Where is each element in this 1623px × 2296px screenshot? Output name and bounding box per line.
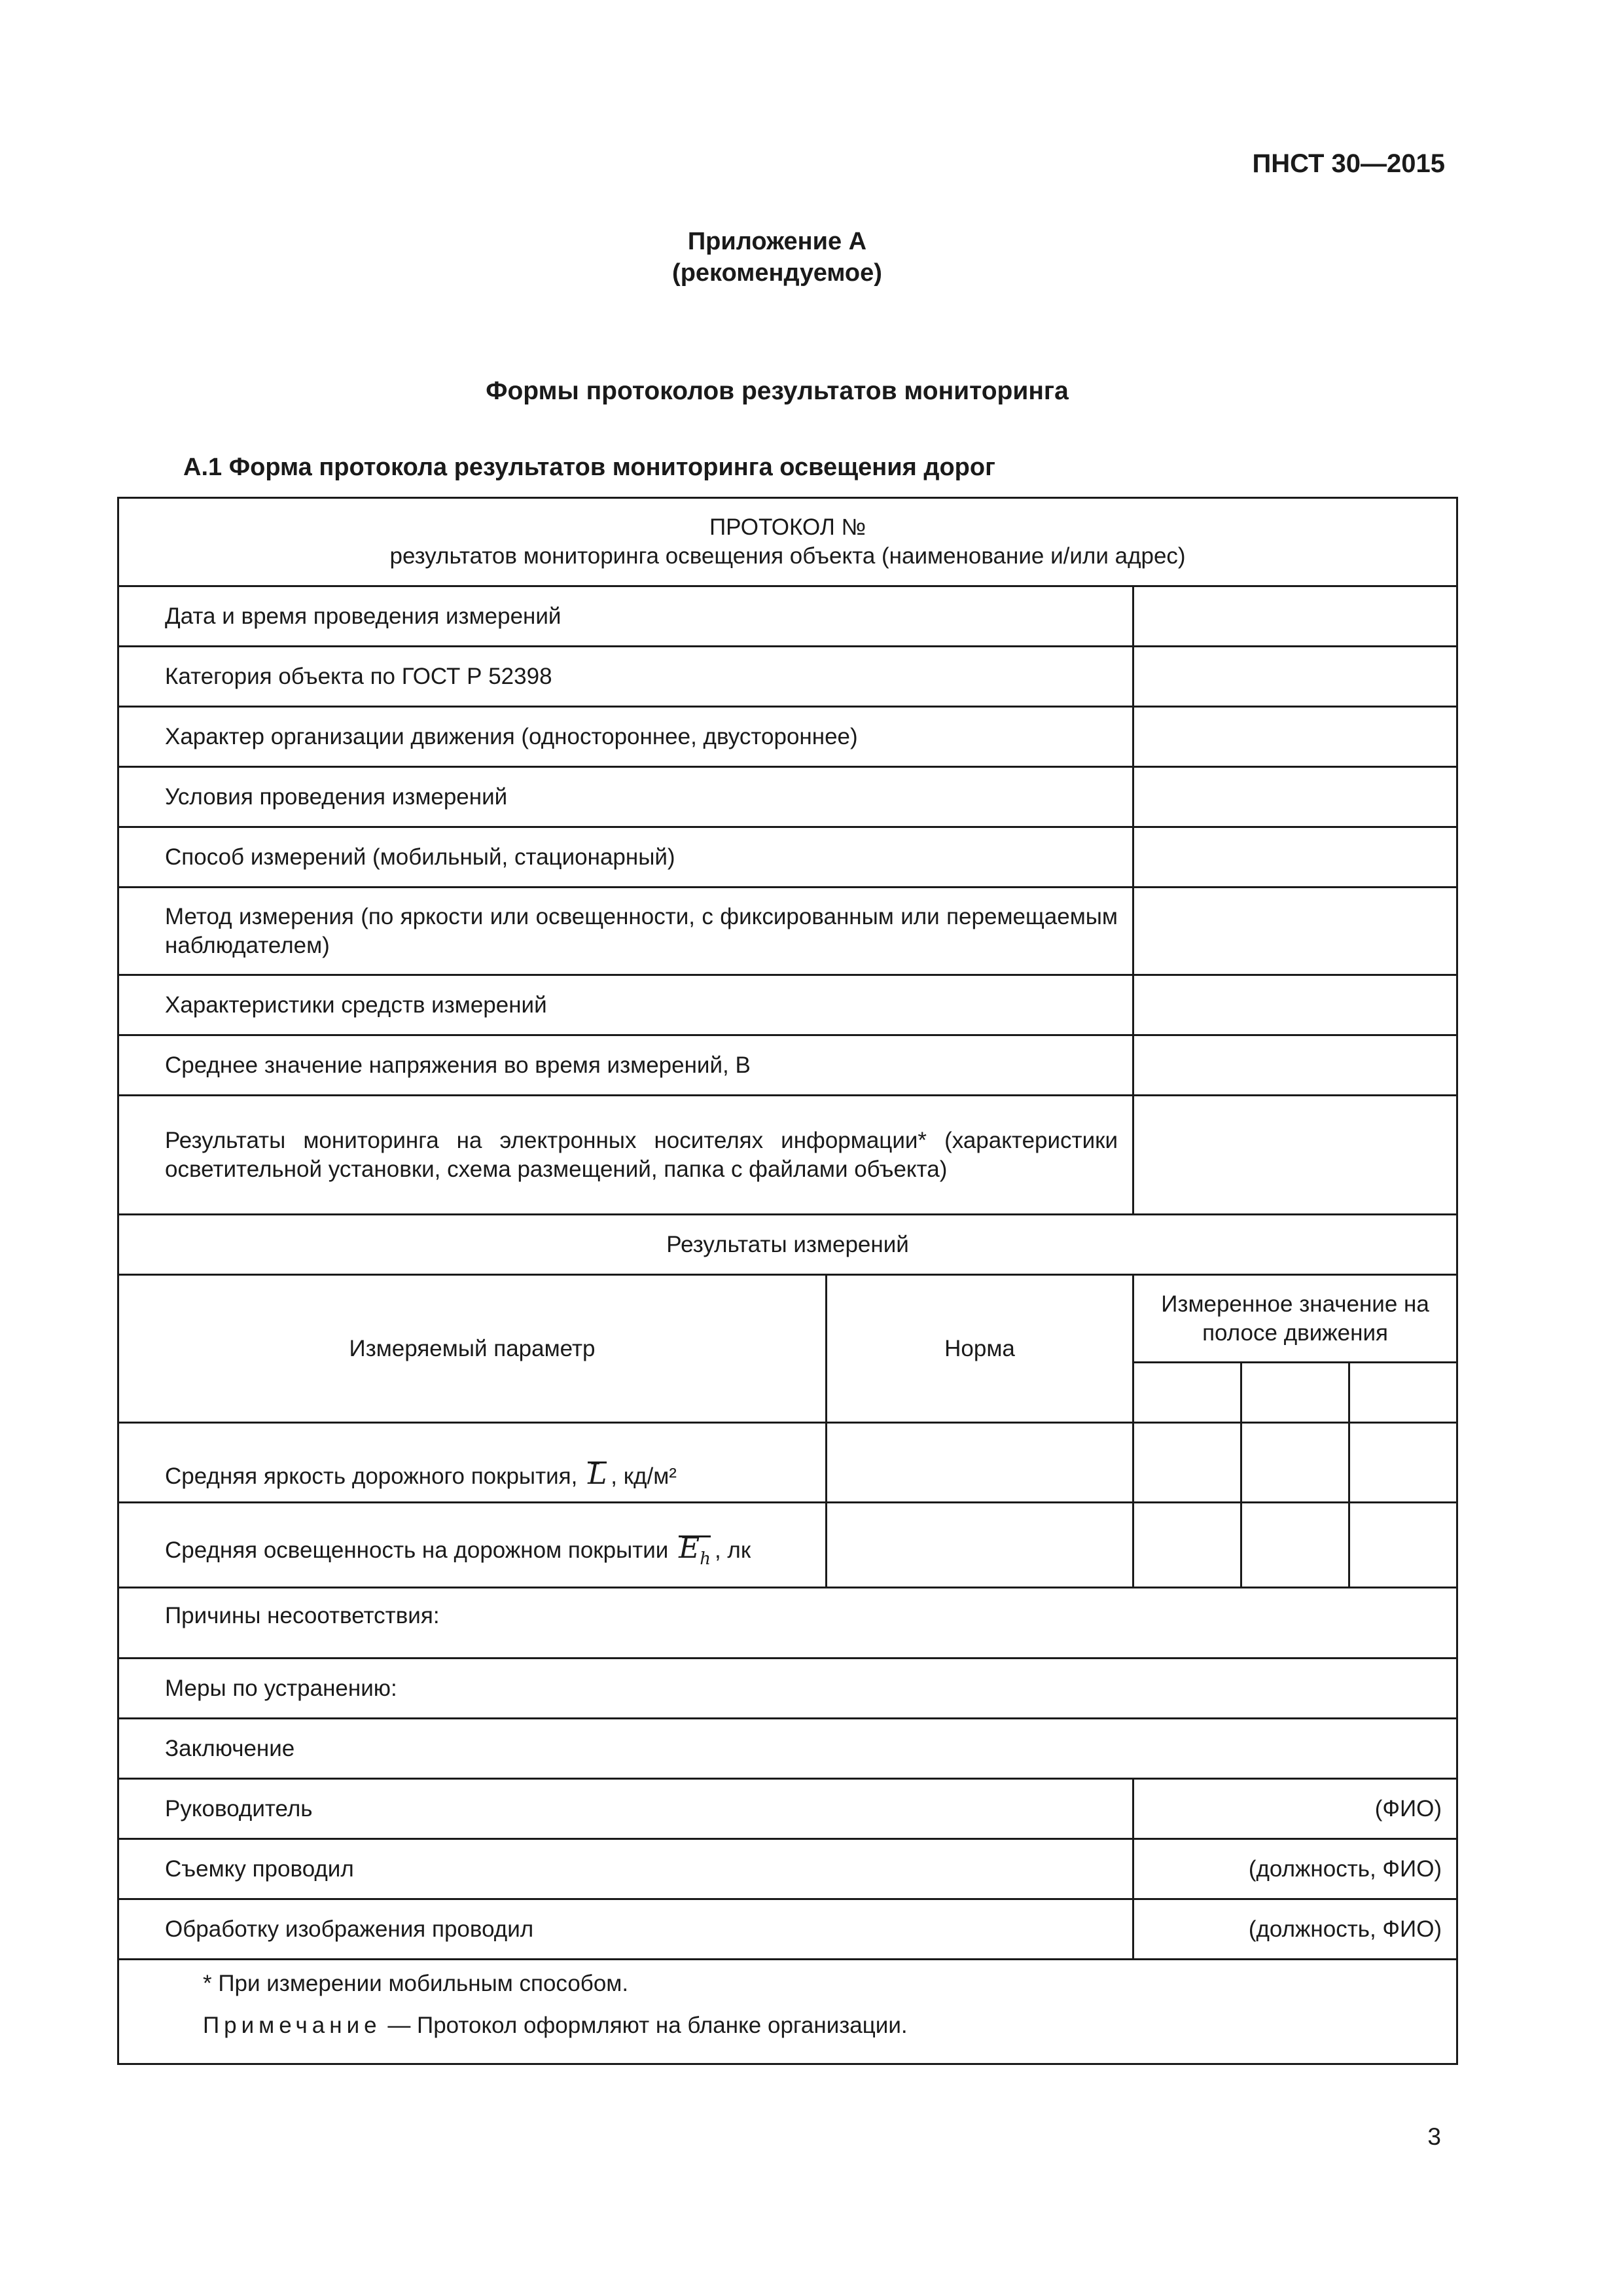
results-heading: Результаты измерений	[118, 1215, 1457, 1275]
norm-cell[interactable]	[827, 1423, 1133, 1503]
field-label: Метод измерения (по яркости или освещенности, с фиксированным или перемещаемым наблюдателем)	[118, 888, 1133, 975]
footnote: * При измерении мобильным способом.	[203, 1971, 629, 1996]
reasons-field: Причины несоответствия:	[118, 1588, 1457, 1659]
norm-column-header: Норма	[827, 1275, 1133, 1423]
field-label: Результаты мониторинга на электронных носителях информации* (характеристики осветительной установки, схема размещений, папка с файлами объекта)	[118, 1096, 1133, 1215]
lane-value-cell[interactable]	[1349, 1363, 1457, 1423]
protocol-table	[117, 497, 1458, 2065]
illuminance-label: Средняя освещенность на дорожном покрытии	[165, 1537, 669, 1564]
lane-value-cell[interactable]	[1133, 1363, 1241, 1423]
lane-value-cell[interactable]	[1133, 1503, 1241, 1588]
signature-label: Руководитель	[118, 1779, 1133, 1839]
luminance-param	[118, 1423, 827, 1503]
norm-cell[interactable]	[827, 1503, 1133, 1588]
luminance-letter: L	[588, 1458, 607, 1491]
signature-label: Съемку проводил	[118, 1839, 1133, 1899]
signature-field[interactable]: (ФИО)	[1133, 1779, 1457, 1839]
lane-value-cell[interactable]	[1349, 1423, 1457, 1503]
lane-value-cell[interactable]	[1349, 1503, 1457, 1588]
lane-value-cell[interactable]	[1133, 1423, 1241, 1503]
protocol-header-cell	[118, 498, 1457, 586]
appendix-label: Приложение А	[687, 228, 867, 255]
section-heading: А.1 Форма протокола результатов мониторинга освещения дорог	[183, 454, 995, 481]
field-label: Условия проведения измерений	[118, 767, 1133, 827]
lane-value-cell[interactable]	[1241, 1423, 1349, 1503]
field-label: Характеристики средств измерений	[118, 975, 1133, 1035]
field-label: Дата и время проведения измерений	[118, 586, 1133, 647]
field-value[interactable]	[1133, 647, 1457, 707]
signature-field[interactable]: (должность, ФИО)	[1133, 1899, 1457, 1960]
appendix-status: (рекомендуемое)	[672, 259, 882, 287]
measured-column-header: Измеренное значение на полосе движения	[1133, 1275, 1457, 1363]
illuminance-param	[118, 1503, 827, 1588]
conclusion-field: Заключение	[118, 1719, 1457, 1779]
protocol-title: ПРОТОКОЛ №	[709, 514, 866, 540]
note-text: — Протокол оформляют на бланке организации.	[381, 2013, 908, 2038]
field-label: Способ измерений (мобильный, стационарный)	[118, 827, 1133, 888]
footnote-cell	[118, 1960, 1457, 2064]
appendix-title	[0, 226, 1554, 289]
luminance-symbol	[584, 1460, 611, 1489]
field-value[interactable]	[1133, 707, 1457, 767]
field-value[interactable]	[1133, 1096, 1457, 1215]
field-value[interactable]	[1133, 767, 1457, 827]
field-label: Характер организации движения (одностороннее, двустороннее)	[118, 707, 1133, 767]
measures-field: Меры по устранению:	[118, 1659, 1457, 1719]
illuminance-unit: , лк	[714, 1537, 751, 1564]
illuminance-subscript: h	[700, 1549, 711, 1569]
signature-field[interactable]: (должность, ФИО)	[1133, 1839, 1457, 1899]
luminance-unit: , кд/м²	[611, 1463, 677, 1489]
illuminance-symbol	[675, 1534, 715, 1573]
note-label: Примечание	[203, 2013, 382, 2038]
forms-heading: Формы протоколов результатов мониторинга	[486, 377, 1069, 405]
document-code: ПНСТ 30—2015	[1252, 149, 1445, 178]
protocol-subtitle: результатов мониторинга освещения объекта (наименование и/или адрес)	[389, 543, 1186, 569]
param-column-header: Измеряемый параметр	[118, 1275, 827, 1423]
field-value[interactable]	[1133, 1035, 1457, 1096]
overline	[679, 1535, 711, 1537]
lane-value-cell[interactable]	[1241, 1503, 1349, 1588]
lane-value-cell[interactable]	[1241, 1363, 1349, 1423]
luminance-label: Средняя яркость дорожного покрытия,	[165, 1463, 578, 1489]
page-number: 3	[1427, 2123, 1441, 2150]
field-value[interactable]	[1133, 827, 1457, 888]
field-value[interactable]	[1133, 975, 1457, 1035]
signature-label: Обработку изображения проводил	[118, 1899, 1133, 1960]
field-label: Среднее значение напряжения во время измерений, В	[118, 1035, 1133, 1096]
field-value[interactable]	[1133, 888, 1457, 975]
illuminance-letter: E	[679, 1532, 700, 1566]
field-label: Категория объекта по ГОСТ Р 52398	[118, 647, 1133, 707]
field-value[interactable]	[1133, 586, 1457, 647]
note	[203, 2011, 1442, 2040]
overline	[588, 1462, 607, 1463]
